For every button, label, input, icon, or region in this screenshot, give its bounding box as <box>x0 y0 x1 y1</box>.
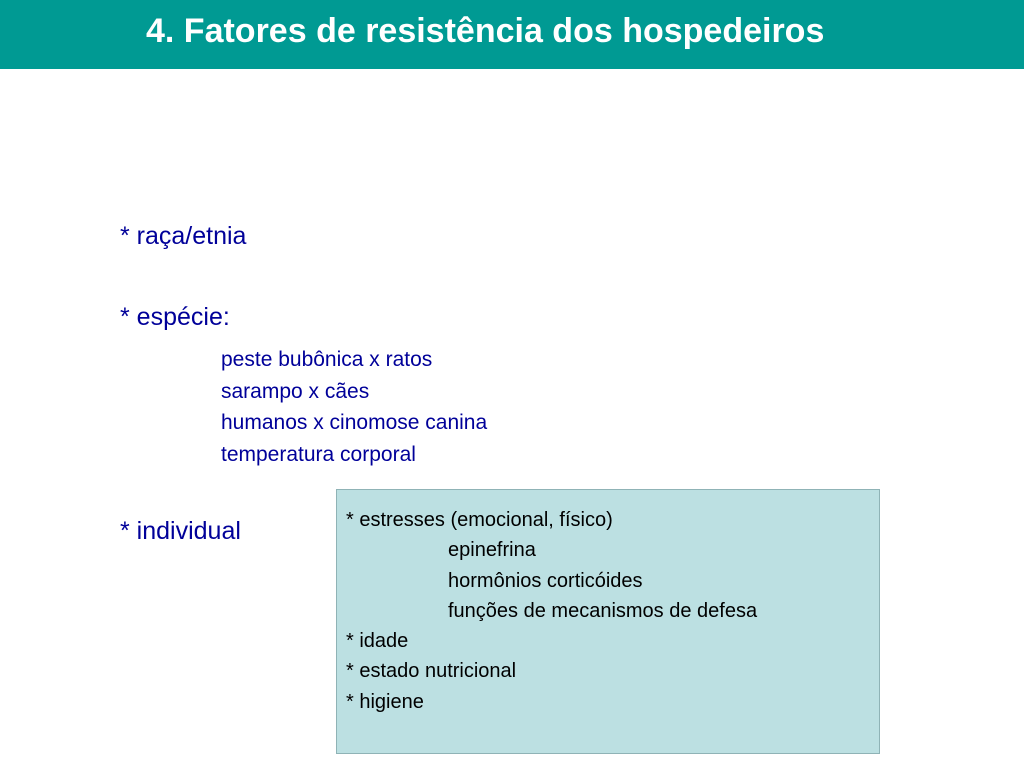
especie-examples-list <box>221 344 487 470</box>
factor-funcoes-defesa: funções de mecanismos de defesa <box>448 599 758 622</box>
bullet-individual: * individual <box>120 517 241 545</box>
especie-item-sarampo: sarampo x cães <box>221 379 370 403</box>
factor-hormonios: hormônios corticóides <box>448 569 643 592</box>
factor-epinefrina: epinefrina <box>448 539 536 562</box>
individual-factors-list <box>346 505 757 717</box>
title-bar <box>0 0 1024 69</box>
factor-estado-nutricional: * estado nutricional <box>346 660 517 683</box>
slide-title: 4. Fatores de resistência dos hospedeiros <box>146 12 825 50</box>
factor-estresses: * estresses (emocional, físico) <box>346 509 613 531</box>
bullet-raca-etnia: * raça/etnia <box>120 222 247 250</box>
individual-factors-box <box>336 489 880 754</box>
especie-item-peste: peste bubônica x ratos <box>221 348 433 371</box>
factor-idade: * idade <box>346 630 409 653</box>
especie-item-cinomose: humanos x cinomose canina <box>221 411 488 434</box>
factor-higiene: * higiene <box>346 690 424 713</box>
especie-item-temperatura: temperatura corporal <box>221 442 416 466</box>
bullet-especie: * espécie: <box>120 303 230 331</box>
